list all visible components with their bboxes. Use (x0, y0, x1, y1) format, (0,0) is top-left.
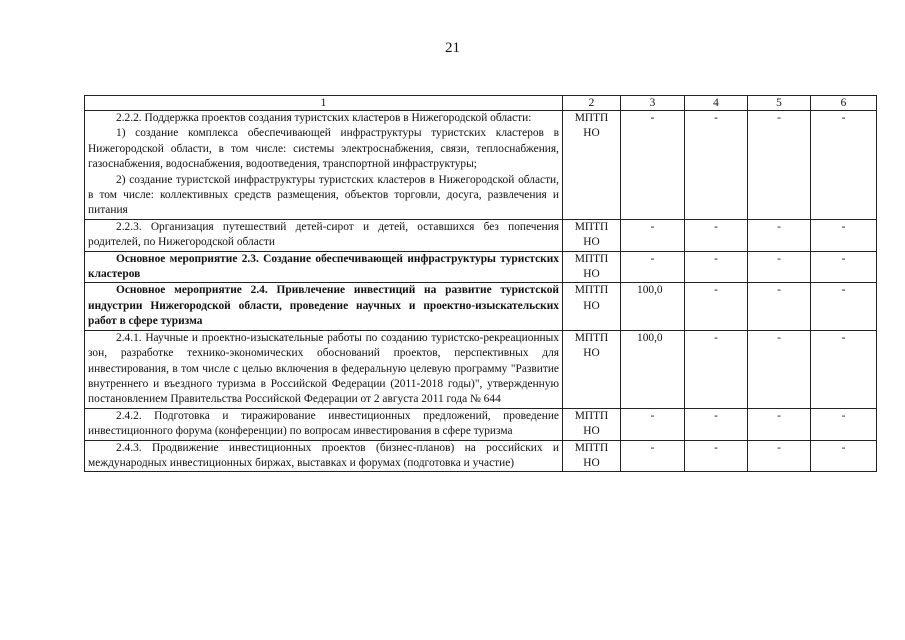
executor-cell: МПТП НО (563, 283, 621, 330)
table-row (85, 408, 877, 440)
value-cell-3: - (621, 440, 685, 472)
page-number: 21 (445, 40, 460, 56)
value-cell-4: - (685, 219, 748, 251)
value-cell-5: - (748, 330, 811, 408)
executor-cell: МПТП НО (563, 219, 621, 251)
executor-cell: МПТП НО (563, 408, 621, 440)
value-cell-5: - (748, 440, 811, 472)
activity-description (85, 330, 563, 408)
activity-paragraph: 2.4.2. Подготовка и тиражирование инвестиционных предложений, проведение инвестиционного форума (конференции) по вопросам инвестирования в сфере туризма (88, 409, 559, 438)
value-cell-6: - (811, 219, 877, 251)
activity-description (85, 408, 563, 440)
value-cell-4: - (685, 251, 748, 283)
column-header-1: 1 (85, 96, 563, 111)
table-body (85, 111, 877, 472)
executor-cell: МПТП НО (563, 440, 621, 472)
value-cell-6: - (811, 283, 877, 330)
table-row (85, 330, 877, 408)
value-cell-4: - (685, 440, 748, 472)
executor-cell: МПТП НО (563, 111, 621, 220)
value-cell-3: - (621, 219, 685, 251)
value-cell-4: - (685, 111, 748, 220)
value-cell-5: - (748, 283, 811, 330)
activity-paragraph: 2.2.2. Поддержка проектов создания туристских кластеров в Нижегородской области: (116, 112, 532, 124)
value-cell-6: - (811, 330, 877, 408)
program-activities-table (84, 95, 877, 472)
value-cell-4: - (685, 330, 748, 408)
table-row (85, 111, 877, 220)
activity-paragraph: 2) создание туристской инфраструктуры туристских кластеров в Нижегородской области, в том числе: коллективных средств размещения, объектов торговли, досуга, развлечения и питания (88, 173, 559, 217)
table-row (85, 283, 877, 330)
value-cell-6: - (811, 408, 877, 440)
activity-paragraph: 2.4.3. Продвижение инвестиционных проектов (бизнес-планов) на российских и международных инвестиционных биржах, выставках и форумах (подготовка и участие) (88, 441, 559, 469)
activity-paragraph: Основное мероприятие 2.4. Привлечение инвестиций на развитие туристской индустрии Нижегородской области, проведение научных и проектно-изыскательских работ в сфере туризма (88, 284, 559, 328)
value-cell-3: - (621, 251, 685, 283)
value-cell-3: 100,0 (621, 283, 685, 330)
value-cell-3: 100,0 (621, 330, 685, 408)
value-cell-4: - (685, 408, 748, 440)
executor-cell: МПТП НО (563, 251, 621, 283)
activity-paragraph: Основное мероприятие 2.3. Создание обеспечивающей инфраструктуры туристских кластеров (88, 252, 559, 281)
column-header-4: 4 (685, 96, 748, 111)
table-header-row (85, 96, 877, 111)
value-cell-5: - (748, 251, 811, 283)
activity-description (85, 219, 563, 251)
value-cell-4: - (685, 283, 748, 330)
activity-description (85, 283, 563, 330)
table-row (85, 251, 877, 283)
column-header-2: 2 (563, 96, 621, 111)
column-header-3: 3 (621, 96, 685, 111)
activity-paragraph: 2.4.1. Научные и проектно-изыскательные работы по созданию туристско-рекреационных зон, разработке технико-экономических обоснований проектов, перспективных для инвестирования, в том числе с целью включения в федеральную целевую программу "Развитие внутреннего и въездного туризма в Российской Федерации (2011-2018 годы)", утвержденную постановлением Правительства Российской Федерации от 2 августа 2011 года № 644 (88, 331, 559, 406)
table-row (85, 219, 877, 251)
table-row (85, 440, 877, 472)
column-header-5: 5 (748, 96, 811, 111)
value-cell-5: - (748, 219, 811, 251)
value-cell-3: - (621, 408, 685, 440)
value-cell-6: - (811, 251, 877, 283)
activity-description (85, 440, 563, 472)
column-header-6: 6 (811, 96, 877, 111)
value-cell-5: - (748, 111, 811, 220)
activity-description (85, 111, 563, 220)
value-cell-6: - (811, 111, 877, 220)
activity-paragraph: 1) создание комплекса обеспечивающей инфраструктуры туристских кластеров в Нижегородской области, в том числе: системы электроснабжения, связи, теплоснабжения, газоснабжения, водоснабжения, водоотведения, транспортной инфраструктуры; (88, 127, 559, 171)
value-cell-3: - (621, 111, 685, 220)
executor-cell: МПТП НО (563, 330, 621, 408)
activity-description (85, 251, 563, 283)
activity-paragraph: 2.2.3. Организация путешествий детей-сирот и детей, оставшихся без попечения родителей, по Нижегородской области (88, 220, 559, 249)
value-cell-6: - (811, 440, 877, 472)
value-cell-5: - (748, 408, 811, 440)
